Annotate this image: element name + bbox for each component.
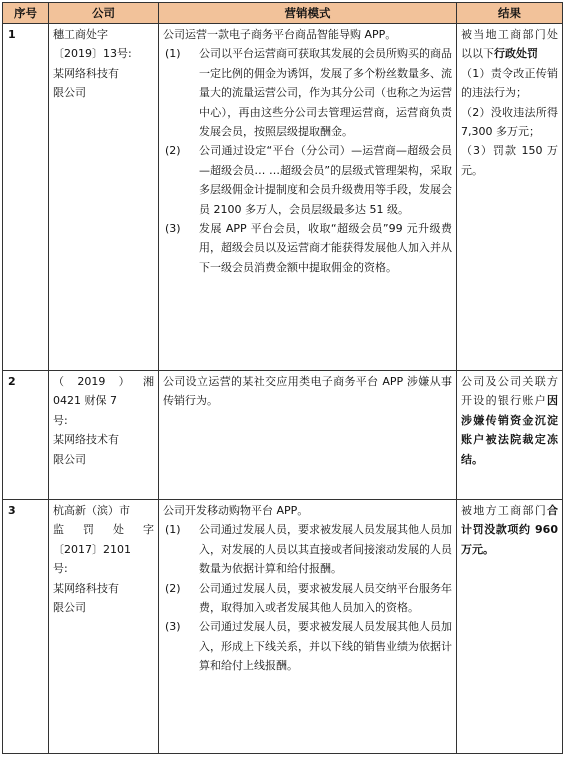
header-mode: 营销模式 (159, 3, 457, 24)
header-result: 结果 (457, 3, 563, 24)
row-number: 3 (3, 500, 49, 754)
result-sub: （2）没收违法所得 7,300 多万元； (461, 105, 558, 139)
company-line: 某网络科技有 (53, 581, 119, 595)
table-row (3, 371, 563, 500)
result-sub: （3）罚款 150 万元。 (461, 144, 558, 177)
company-line: 号: (53, 413, 68, 427)
company-cell (49, 371, 159, 500)
company-line: 〔2019〕13号: (53, 47, 132, 61)
company-cell (49, 24, 159, 371)
company-line: 〔2017〕2101 (53, 542, 131, 556)
result-cell (457, 371, 563, 500)
result-cell (457, 24, 563, 371)
mode-intro: 公司开发移动购物平台 APP。 (163, 504, 309, 517)
result-prefix: 被当地工商部门处以以下 (461, 28, 558, 61)
item-text: 公司以平台运营商可获取其发展的会员所购买的商品一定比例的佣金为诱饵，发展了多个粉丝数量多、流量大的流量运营公司，作为其分公司（也称之为运营中心），再由这些分公司去管理运营商，运营商负责发展会员，按照层级提取酬金。 (199, 47, 452, 139)
result-prefix: 公司及公司关联方开设的银行账户 (461, 375, 558, 408)
table-row (3, 500, 563, 754)
mode-cell (159, 500, 457, 754)
result-text (461, 372, 558, 469)
item-text: 公司通过发展人员，要求被发展人员交纳平台服务年费，取得加入或者发展其他人员加入的资格。 (199, 581, 452, 615)
item-number: (2) (165, 144, 181, 158)
result-cell (457, 500, 563, 754)
result-prefix: 被地方工商部门 (461, 504, 547, 517)
header-row (3, 3, 563, 24)
item-text: 公司通过设定“平台（分公司）—运营商—超级会员—超级会员… …超级会员”的层级式管理架构，采取多层级佣金计提制度和会员升级费用等手段，发展会员 2100 多万人，会员层级最多达 51 级。 (199, 144, 452, 216)
result-emphasis: 因涉嫌传销资金沉淀账户被法院裁定冻结。 (461, 394, 558, 466)
result-emphasis: 行政处罚 (494, 47, 538, 61)
result-text (461, 501, 558, 559)
mode-item (163, 44, 452, 141)
header-no: 序号 (3, 3, 49, 24)
company-line: 某网络技术有 (53, 433, 119, 447)
marketing-cases-table (2, 2, 563, 754)
company-line: （2019）湘 (53, 375, 154, 388)
item-number: (2) (165, 581, 181, 595)
mode-item (163, 617, 452, 675)
mode-item (163, 520, 452, 578)
company-line: 0421 财保 7 (53, 394, 117, 408)
company-cell (49, 500, 159, 754)
company-line: 杭高新（滨）市 (53, 504, 130, 517)
header-company: 公司 (49, 3, 159, 24)
mode-cell (159, 24, 457, 371)
row-number: 2 (3, 371, 49, 500)
item-number: (3) (165, 620, 181, 634)
result-sub: （1）责令改正传销的违法行为； (461, 66, 558, 100)
item-number: (1) (165, 523, 181, 537)
mode-item (163, 219, 452, 277)
company-line: 号: (53, 562, 68, 576)
company-line: 限公司 (53, 452, 86, 466)
company-line: 限公司 (53, 601, 86, 615)
item-text: 公司通过发展人员，要求被发展人员发展其他人员加入，对发展的人员以其直接或者间接滚动发展的人员数量为依据计算和给付报酬。 (199, 523, 452, 576)
item-text: 公司通过发展人员，要求被发展人员发展其他人员加入，形成上下线关系，并以下线的销售业绩为依据计算和给付上线报酬。 (199, 620, 452, 673)
mode-cell (159, 371, 457, 500)
company-line: 监罚处字 (53, 523, 154, 537)
row-number: 1 (3, 24, 49, 371)
mode-intro: 公司设立运营的某社交应用类电子商务平台 APP 涉嫌从事传销行为。 (163, 375, 452, 408)
mode-intro: 公司运营一款电子商务平台商品智能导购 APP。 (163, 28, 397, 41)
result-emphasis: 合计罚没款项约 960 万元。 (461, 504, 558, 556)
mode-item (163, 579, 452, 618)
item-number: (3) (165, 222, 181, 236)
table-row (3, 24, 563, 371)
item-number: (1) (165, 47, 181, 61)
mode-item (163, 141, 452, 219)
company-line: 限公司 (53, 86, 86, 100)
company-line: 某网络科技有 (53, 66, 119, 80)
item-text: 发展 APP 平台会员，收取“超级会员”99 元升级费用，超级会员以及运营商才能获得发展他人加入并从下一级会员消费金额中提取佣金的资格。 (199, 222, 452, 274)
result-text (461, 25, 558, 64)
company-line: 穗工商处字 (53, 28, 108, 41)
